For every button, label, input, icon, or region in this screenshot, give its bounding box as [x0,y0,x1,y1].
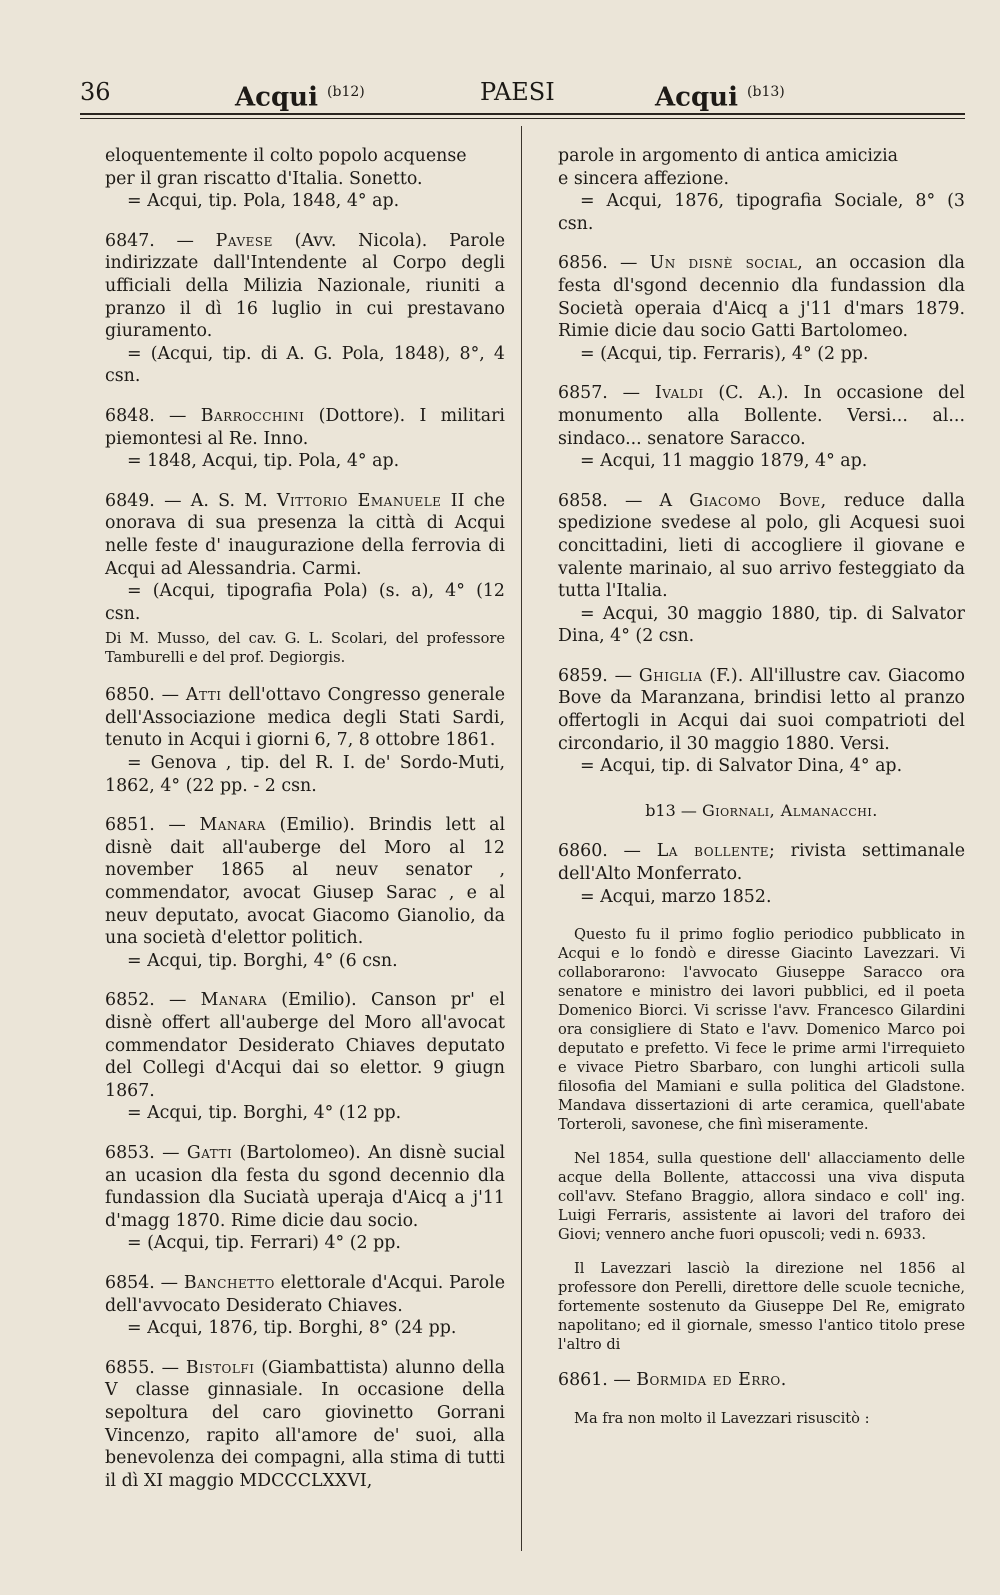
entry-author: Manara [200,990,268,1011]
entry-6853 [105,1142,505,1255]
entry-imprint: = 1848, Acqui, tip. Pola, 4° ap. [127,451,400,472]
text-line: per il gran riscatto d'Italia. Sonetto. [105,168,423,189]
entry-author: Un disnè social, [649,253,804,274]
entry-number: 6847. — [105,230,194,251]
entry-number: 6858. — A [558,490,673,511]
header-right-title [655,78,785,112]
column-divider [521,126,522,1551]
entry-text [558,382,965,450]
entry-author: Barrocchini [200,405,305,426]
entry-6849 [105,490,505,668]
entry-description: ; rivista settimanale dell'Alto Monferrato. [558,841,965,885]
entry-number: 6848. — [105,405,187,426]
entry-imprint: = (Acqui, tip. Ferrari) 4° (2 pp. [127,1233,401,1254]
entry-text [558,840,965,885]
entry-description: (C. A.). In occasione del monumento alla Bollente. Versi... al... sindaco... senatore Saracco. [558,383,965,449]
entry-number: 6849. — A. S. M. [105,490,268,511]
entry-imprint: = Acqui, marzo 1852. [580,886,772,907]
right-column [558,145,965,1443]
entry-description: elettorale d'Acqui. Parole dell'avvocato Desiderato Chiaves. [105,1272,505,1316]
page-number: 36 [80,78,111,106]
entry-6851 [105,814,505,972]
note-paragraph: Nel 1854, sulla questione dell' allacciamento delle acque della Bollente, attaccossi una viva disputa coll'avv. Stefano Braggio, allora sindaco e coll' ing. Luigi Ferraris, assistente ai lavori del traforo dei Giovi; vennero anche fuori opuscoli; vedi n. 6933. [558,1150,965,1244]
header-rule [80,113,965,115]
entry-description: (Giambattista) alunno della V classe ginnasiale. In occasione della sepoltura del caro giovinetto Gorrani Vincenzo, rapito all'amore de' suoi, alla benevolenza dei compagni, alla stima di tutti il dì XI maggio MDCCCLXXVI, [105,1357,505,1491]
entry-author: Ivaldi [654,383,704,404]
entry-6852 [105,989,505,1125]
entry-number: 6861. — [558,1370,631,1391]
entry-number: 6860. — [558,841,641,862]
entry-author: Bistolfi [185,1357,255,1378]
entry-description: (Bartolomeo). An disnè sucial an ucasion dla festa du sgond decennio dla fundassion dla Suciatà uperaja d'Aicq a j'11 d'magg 1870. Rime dicie dau socio. [105,1142,506,1231]
entry-text [105,405,505,450]
section-label: b13 [645,800,676,820]
note-paragraph: Questo fu il primo foglio periodico pubblicato in Acqui e lo fondò e diresse Giacinto Lavezzari. Vi collaborarono: l'avvocato Giuseppe Saracco ora senatore e ministro dei lavori pubblici, ed il poeta Domenico Biorci. Vi scrisse l'avv. Francesco Gilardini ora consigliere di Stato e l'avv. Domenico Marco poi deputato e prefetto. Vi fece le prime armi l'irrequieto e vivace Pietro Sbarbaro, con lunghi articoli sulla filosofia del Mamiani e sulla politica del Gladstone. Mandava dissertazioni di arte ceramica, quell'abate Torteroli, savonese, che finì miseramente. [558,926,965,1134]
entry-imprint: = (Acqui, tip. di A. G. Pola, 1848), 8°, 4 csn. [105,343,505,387]
entry-6847 [105,230,505,388]
header-rule-thin [80,118,965,119]
entry-text [105,1142,505,1232]
entry-description: (Dottore). I militari piemontesi al Re. Inno. [105,405,505,449]
entry-description: reduce dalla spedizione svedese al polo, gli Acquesi suoi concittadini, lieti di accogliere il giovane e valente marinaio, al suo arrivo festeggiato da tutta l'Italia. [558,490,965,602]
header-left-title-text: Acqui [235,82,318,113]
entry-number: 6855. — [105,1357,179,1378]
entry-6861 [558,1369,965,1392]
entry-6860 [558,840,965,908]
entry-description: II che onorava di sua presenza la città di Acqui nelle feste d' inaugurazione della ferrovia di Acqui ad Alessandria. Carmi. [105,490,505,579]
entry-6850 [105,684,505,797]
entry-description: (Emilio). Canson pr' el disnè offert all'auberge del Moro all'avocat commendator Desiderato Chiaves deputato del Collegi d'Acqui dai so elettor. 9 giugn 1867. [105,990,505,1101]
entry-6856 [558,252,965,365]
entry-imprint: = Acqui, tip. Borghi, 4° (6 csn. [127,950,398,971]
entry-author: Bormida ed Erro. [636,1370,787,1391]
imprint-line: = Acqui, tip. Pola, 1848, 4° ap. [127,191,400,212]
entry-number: 6853. — [105,1142,180,1163]
entry-author: Banchetto [183,1272,275,1293]
entry-imprint: = Acqui, 30 maggio 1880, tip. di Salvator Dina, 4° (2 csn. [558,603,965,647]
header-right-section: (b13) [747,84,785,100]
entry-imprint: = Acqui, tip. di Salvator Dina, 4° ap. [580,756,903,777]
header-right-title-text: Acqui [655,82,738,113]
entry-description: (F.). All'illustre cav. Giacomo Bove da Maranzana, brindisi letto al pranzo offertogli in Acqui dai suoi compatrioti del circondario, il 30 maggio 1880. Versi. [558,665,966,754]
entry-note: Di M. Musso, del cav. G. L. Scolari, del professore Tamburelli e del prof. Degiorgis. [105,630,505,667]
entry-number: 6852. — [105,990,187,1011]
entry-imprint: = Acqui, tip. Borghi, 4° (12 pp. [127,1103,402,1124]
entry-6857 [558,382,965,472]
entry-imprint: = Acqui, 11 maggio 1879, 4° ap. [580,451,868,472]
text-line: parole in argomento di antica amicizia [558,146,899,166]
entry-number: 6851. — [105,815,186,836]
entry-6859 [558,665,965,778]
entry-number: 6857. — [558,383,641,404]
entry-text [105,490,505,580]
entry-continuation [105,145,505,213]
entry-description: (Avv. Nicola). Parole indirizzate dall'Intendente al Corpo degli ufficiali della Milizia Nazionale, riuniti a pranzo il dì 16 luglio in cui prestavano giuramento. [105,230,505,342]
entry-text [105,1357,505,1493]
entry-6855 [105,1357,505,1493]
entry-imprint: = Acqui, 1876, tipografia Sociale, 8° (3 csn. [558,191,965,234]
left-column [105,145,505,1509]
entry-text [105,814,505,950]
header-left-title [235,78,365,112]
entry-author: Pavese [215,230,273,251]
entry-author: Ghiglia [638,665,703,686]
entry-number: 6850. — [105,685,180,706]
entry-text [105,230,505,343]
entry-6858 [558,490,965,648]
entry-text [558,665,965,755]
header-center-title: PAESI [480,78,555,106]
text-line: e sincera affezione. [558,168,729,189]
text-line: eloquentemente il colto popolo acquense [105,146,467,166]
note-paragraph: Ma fra non molto il Lavezzari risuscitò : [574,1409,870,1427]
header-left-section: (b12) [327,84,365,100]
note-paragraph: Il Lavezzari lasciò la direzione nel 1856 al professore don Perelli, direttore delle scuole tecniche, fortemente sostenuto da Giuseppe Del Re, emigrato napolitano; ed il giornale, smesso l'antico titolo prese l'altro di [558,1260,965,1354]
entry-number: 6856. — [558,253,638,274]
entry-6854 [105,1272,505,1340]
entry-6848 [105,405,505,473]
entry-description: dell'ottavo Congresso generale dell'Associazione medica degli Stati Sardi, tenuto in Acqui i giorni 6, 7, 8 ottobre 1861. [105,685,505,751]
entry-imprint: = Acqui, 1876, tip. Borghi, 8° (24 pp. [127,1318,457,1339]
section-dash: — [680,800,697,820]
entry-description: (Emilio). Brindis lett al disnè dait all'auberge del Moro al 12 november 1865 al neuv senator , commendator, avocat Giusep Sarac , e al neuv deputato, avocat Giacomo Gianolio, da una società d'elettor politich. [105,815,505,949]
entry-author: Vittorio Emanuele [276,490,442,511]
entry-number: 6859. — [558,665,633,686]
entry-imprint: = Genova , tip. del R. I. de' Sordo-Muti, 1862, 4° (22 pp. - 2 csn. [105,753,505,796]
entry-author: Giacomo Bove, [689,490,827,511]
entry-imprint: = (Acqui, tipografia Pola) (s. a), 4° (12 csn. [105,581,505,624]
section-title: Giornali, Almanacchi. [701,800,878,820]
entry-author: Manara [199,815,266,836]
entry-text [558,490,965,603]
entry-text [105,989,505,1102]
entry-number: 6854. — [105,1272,179,1293]
entry-description: an occasion dla festa dl'sgond decennio dla fundassion dla Società operaia d'Aicq a j'11 d'mars 1879. Rimie dicie dau socio Gatti Bartolomeo. [558,253,966,342]
running-header [80,68,963,112]
section-heading [558,800,965,823]
entry-author: Gatti [186,1142,233,1163]
entry-continuation [558,145,965,235]
entry-text [105,684,505,752]
entry-text [105,1272,505,1317]
entry-author: La bollente [656,841,770,862]
entry-text [558,252,965,342]
entry-text [558,1369,965,1392]
entry-imprint: = (Acqui, tip. Ferraris), 4° (2 pp. [580,343,869,364]
entry-author: Atti [185,685,222,706]
